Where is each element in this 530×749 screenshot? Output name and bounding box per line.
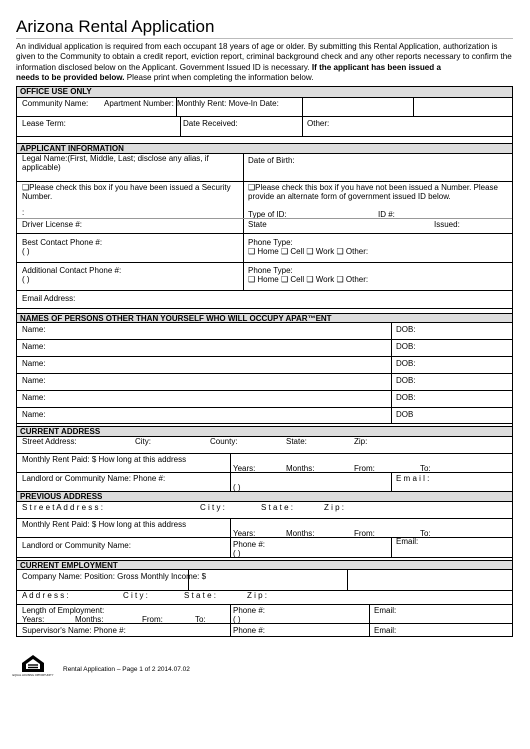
- employment-years-field[interactable]: Years:: [22, 615, 45, 624]
- divider: [17, 423, 512, 424]
- best-contact-area-code[interactable]: ( ): [22, 247, 30, 256]
- previous-monthly-rent-field[interactable]: Monthly Rent Paid: $ How long at this address: [22, 520, 187, 529]
- divider: [302, 98, 303, 116]
- supervisor-phone-field[interactable]: Phone #:: [233, 626, 266, 635]
- divider: [17, 604, 512, 605]
- employment-address-field[interactable]: A d d r e s s :: [22, 591, 69, 600]
- occupant-dob-field[interactable]: DOB:: [396, 376, 416, 385]
- employment-email-field[interactable]: Email:: [374, 606, 397, 615]
- current-email-field[interactable]: E m a i l :: [396, 474, 430, 483]
- occupant-dob-field[interactable]: DOB: [396, 410, 414, 419]
- previous-email-field[interactable]: Email:: [396, 537, 419, 546]
- current-landlord-field[interactable]: Landlord or Community Name: Phone #:: [22, 474, 166, 483]
- current-years-field[interactable]: Years:: [233, 464, 256, 473]
- divider: [302, 116, 303, 136]
- monthly-rent-move-in-field[interactable]: Monthly Rent: Move-In Date:: [177, 99, 279, 108]
- phone-type-options[interactable]: ❑ Home ❑ Cell ❑ Work ❑ Other:: [248, 247, 369, 256]
- dl-state-field[interactable]: State: [248, 220, 267, 229]
- equal-housing-logo-text: EQUAL HOUSING OPPORTUNITY: [12, 674, 54, 677]
- divider: [17, 218, 512, 219]
- phone-type-label: Phone Type:: [248, 238, 293, 247]
- occupant-name-field[interactable]: Name:: [22, 410, 46, 419]
- employment-length-field[interactable]: Length of Employment:: [22, 606, 105, 615]
- no-ssn-checkbox[interactable]: ❑Please check this box if you have not been issued a Number. Please provide an alternate form of government issued ID below.: [248, 183, 498, 202]
- current-to-field[interactable]: To:: [420, 464, 431, 473]
- current-zip-field[interactable]: Zip:: [354, 437, 368, 446]
- legal-name-field[interactable]: Legal Name:(First, Middle, Last; disclose any alias, if applicable): [22, 154, 209, 173]
- current-state-field[interactable]: State:: [286, 437, 307, 446]
- occupant-name-field[interactable]: Name:: [22, 393, 46, 402]
- occupant-dob-field[interactable]: DOB:: [396, 325, 416, 334]
- intro-text: An individual application is required from each occupant 18 years of age or older. By submitting this Rental Application, authorization is given to the Community to obtain a credit report, eviction report, criminal background check and any other reports necessary to confirm the information disclosed below on the Applicant. Government Issued ID is necessary.: [16, 42, 512, 72]
- divider: [17, 453, 512, 454]
- id-number-field[interactable]: ID #:: [378, 210, 395, 219]
- divider: [17, 290, 512, 291]
- section-applicant-info: APPLICANT INFORMATION: [17, 144, 512, 154]
- apartment-number-field[interactable]: Apartment Number:: [104, 99, 174, 108]
- employment-zip-field[interactable]: Z i p :: [247, 591, 268, 600]
- divider: [17, 537, 512, 538]
- section-current-employment: CURRENT EMPLOYMENT: [17, 561, 512, 570]
- occupant-name-field[interactable]: Name:: [22, 359, 46, 368]
- divider: [17, 356, 512, 357]
- email-address-field[interactable]: Email Address:: [22, 294, 76, 303]
- divider: [17, 518, 512, 519]
- current-street-field[interactable]: Street Address:: [22, 437, 77, 446]
- additional-phone-type-options[interactable]: ❑ Home ❑ Cell ❑ Work ❑ Other:: [248, 275, 369, 284]
- current-county-field[interactable]: County:: [210, 437, 238, 446]
- equal-housing-icon: [12, 652, 54, 680]
- additional-contact-area-code[interactable]: ( ): [22, 275, 30, 284]
- divider: [391, 537, 392, 557]
- previous-city-field[interactable]: C i t y :: [200, 503, 225, 512]
- employment-to-field[interactable]: To:: [195, 615, 206, 624]
- divider: [17, 407, 512, 408]
- current-city-field[interactable]: City:: [135, 437, 151, 446]
- divider: [243, 154, 244, 262]
- additional-phone-type-label: Phone Type:: [248, 266, 293, 275]
- divider: [17, 262, 512, 263]
- divider: [17, 623, 512, 624]
- previous-street-field[interactable]: S t r e e t A d d r e s s :: [22, 503, 103, 512]
- divider: [391, 472, 392, 491]
- intro-paragraph: [16, 42, 516, 84]
- page-title: Arizona Rental Application: [16, 17, 215, 36]
- divider: [180, 116, 181, 136]
- employment-company-field[interactable]: Company Name: Position: Gross Monthly Income: $: [22, 572, 207, 581]
- current-landlord-area-code[interactable]: ( ): [233, 483, 241, 492]
- divider: [347, 570, 348, 590]
- current-months-field[interactable]: Months:: [286, 464, 315, 473]
- previous-zip-field[interactable]: Z i p :: [324, 503, 345, 512]
- additional-contact-phone-field[interactable]: Additional Contact Phone #:: [22, 266, 122, 275]
- employment-city-field[interactable]: C i t y :: [123, 591, 148, 600]
- divider: [17, 339, 512, 340]
- divider: [17, 233, 512, 234]
- occupant-name-field[interactable]: Name:: [22, 325, 46, 334]
- lease-term-field[interactable]: Lease Term:: [22, 119, 66, 128]
- dl-issued-field[interactable]: Issued:: [434, 220, 460, 229]
- occupant-dob-field[interactable]: DOB:: [396, 342, 416, 351]
- employment-from-field[interactable]: From:: [142, 615, 163, 624]
- divider: [17, 116, 512, 117]
- ssn-colon: :: [22, 208, 25, 217]
- divider: [17, 308, 512, 309]
- employment-state-field[interactable]: S t a t e :: [184, 591, 217, 600]
- divider: [17, 557, 512, 558]
- type-of-id-field[interactable]: Type of ID:: [248, 210, 287, 219]
- intro-bold-2: needs to be provided below.: [16, 73, 125, 83]
- driver-license-field[interactable]: Driver License #:: [22, 220, 83, 229]
- best-contact-phone-field[interactable]: Best Contact Phone #:: [22, 238, 103, 247]
- employment-phone-field[interactable]: Phone #:: [233, 606, 266, 615]
- occupant-name-field[interactable]: Name:: [22, 342, 46, 351]
- office-other-field[interactable]: Other:: [307, 119, 330, 128]
- intro-text-2: Please print when completing the information below.: [126, 73, 314, 83]
- previous-months-field[interactable]: Months:: [286, 529, 315, 538]
- intro-bold-1: If the applicant has been issued a: [311, 62, 441, 72]
- previous-state-field[interactable]: S t a t e :: [261, 503, 294, 512]
- previous-to-field[interactable]: To:: [420, 529, 431, 538]
- previous-landlord-phone-field[interactable]: Phone #:: [233, 540, 266, 549]
- title-rule: [16, 38, 513, 39]
- supervisor-field[interactable]: Supervisor's Name: Phone #:: [22, 626, 126, 635]
- divider: [188, 570, 189, 590]
- employment-months-field[interactable]: Months:: [75, 615, 104, 624]
- previous-from-field[interactable]: From:: [354, 529, 375, 538]
- divider: [17, 181, 512, 182]
- divider: [413, 98, 414, 116]
- date-received-field[interactable]: Date Received:: [183, 119, 238, 128]
- occupant-dob-field[interactable]: DOB:: [396, 393, 416, 402]
- date-of-birth-field[interactable]: Date of Birth:: [248, 156, 295, 165]
- employment-area-code[interactable]: ( ): [233, 615, 241, 624]
- section-current-address: CURRENT ADDRESS: [17, 427, 512, 437]
- application-form: [16, 86, 513, 637]
- current-monthly-rent-field[interactable]: Monthly Rent Paid: $ How long at this address: [22, 455, 187, 464]
- community-name-field[interactable]: Community Name:: [22, 99, 89, 108]
- previous-years-field[interactable]: Years:: [233, 529, 256, 538]
- divider: [17, 136, 512, 137]
- section-previous-address: PREVIOUS ADDRESS: [17, 492, 512, 502]
- section-occupants: NAMES OF PERSONS OTHER THAN YOURSELF WHO WILL OCCUPY APAR™ENT: [17, 314, 512, 323]
- previous-landlord-area-code[interactable]: ( ): [233, 549, 241, 558]
- divider: [369, 604, 370, 636]
- divider: [17, 390, 512, 391]
- current-from-field[interactable]: From:: [354, 464, 375, 473]
- previous-landlord-field[interactable]: Landlord or Community Name:: [22, 541, 131, 550]
- divider: [243, 262, 244, 290]
- occupant-name-field[interactable]: Name:: [22, 376, 46, 385]
- section-office-use: OFFICE USE ONLY: [17, 87, 512, 98]
- divider: [17, 373, 512, 374]
- divider: [230, 604, 231, 636]
- supervisor-email-field[interactable]: Email:: [374, 626, 397, 635]
- ssn-checkbox[interactable]: ❑Please check this box if you have been issued a Security Number.: [22, 183, 231, 202]
- footer-page-info: Rental Application – Page 1 of 2 2014.07.02: [63, 666, 190, 673]
- occupant-dob-field[interactable]: DOB:: [396, 359, 416, 368]
- divider: [17, 472, 512, 473]
